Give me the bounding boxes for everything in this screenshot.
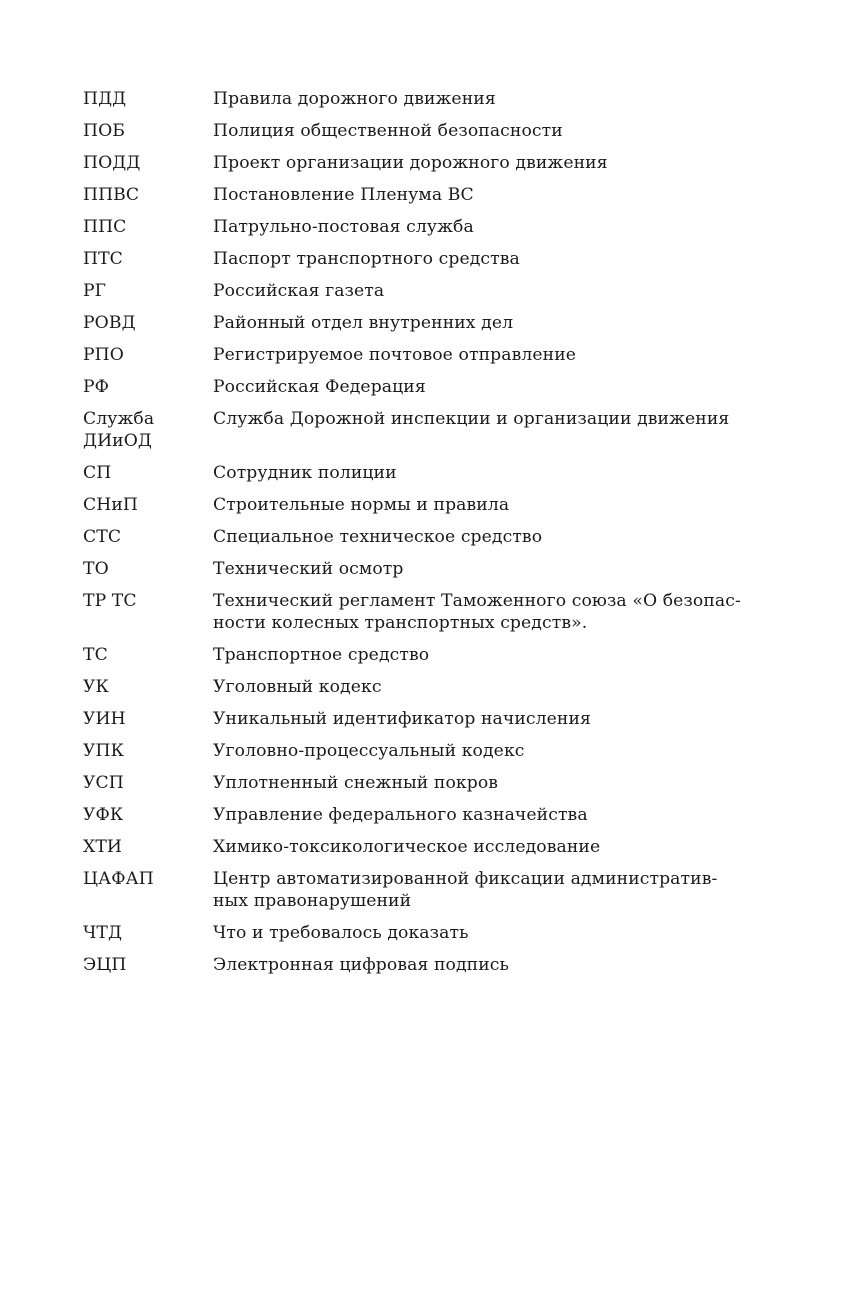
- abbreviation-term: [83, 954, 213, 976]
- abbreviation-row: [83, 408, 743, 452]
- abbreviation-definition-line: Служба Дорожной инспекции и организации движения: [213, 409, 730, 429]
- abbreviation-definition: [213, 954, 743, 976]
- abbreviation-term-line: ППВС: [83, 185, 140, 205]
- abbreviation-term: [83, 120, 213, 142]
- abbreviation-definition-line: Уплотненный снежный покров: [213, 773, 499, 793]
- abbreviation-term-line: УК: [83, 677, 109, 697]
- abbreviation-row: [83, 868, 743, 912]
- abbreviation-definition: [213, 804, 743, 826]
- abbreviation-term-line: СНиП: [83, 495, 138, 515]
- abbreviation-term: [83, 184, 213, 206]
- abbreviation-term: [83, 644, 213, 666]
- abbreviation-term-line: РОВД: [83, 313, 136, 333]
- abbreviation-term-line: ППС: [83, 217, 127, 237]
- abbreviation-term-line: РГ: [83, 281, 107, 301]
- abbreviation-row: [83, 804, 743, 826]
- abbreviation-definition-line: Управление федерального казначейства: [213, 805, 588, 825]
- abbreviation-row: [83, 152, 743, 174]
- abbreviation-row: [83, 836, 743, 858]
- abbreviation-definition-line: Технический регламент Таможенного союза «О безопас-: [213, 591, 741, 611]
- abbreviation-definition: [213, 248, 743, 270]
- abbreviation-definition: [213, 740, 743, 762]
- abbreviation-row: [83, 740, 743, 762]
- abbreviation-definition: [213, 494, 743, 516]
- abbreviation-term: [83, 408, 213, 452]
- abbreviation-term: [83, 708, 213, 730]
- abbreviation-definition: [213, 558, 743, 580]
- abbreviation-definition-line: Правила дорожного движения: [213, 89, 496, 109]
- abbreviation-definition-line: Строительные нормы и правила: [213, 495, 510, 515]
- abbreviation-row: [83, 676, 743, 698]
- abbreviation-term-line: ТР ТС: [83, 591, 137, 611]
- abbreviation-definition: [213, 644, 743, 666]
- abbreviation-definition-line: Проект организации дорожного движения: [213, 153, 608, 173]
- abbreviation-term: [83, 804, 213, 826]
- abbreviation-row: [83, 590, 743, 634]
- abbreviation-term: [83, 280, 213, 302]
- abbreviation-definition: [213, 184, 743, 206]
- abbreviation-term: [83, 312, 213, 334]
- abbreviation-row: [83, 120, 743, 142]
- abbreviation-row: [83, 772, 743, 794]
- abbreviation-row: [83, 558, 743, 580]
- abbreviation-term-line: УСП: [83, 773, 124, 793]
- abbreviation-definition-line: Специальное техническое средство: [213, 527, 543, 547]
- abbreviation-definition: [213, 152, 743, 174]
- abbreviation-definition-line: Уголовный кодекс: [213, 677, 382, 697]
- abbreviation-definition: [213, 88, 743, 110]
- abbreviation-definition-line: Патрульно-постовая служба: [213, 217, 474, 237]
- abbreviation-definition-line: Уголовно-процессуальный кодекс: [213, 741, 525, 761]
- abbreviation-term-line: ПОБ: [83, 121, 126, 141]
- abbreviation-definition-line: ных правонарушений: [213, 891, 412, 911]
- abbreviation-term-line: УПК: [83, 741, 125, 761]
- abbreviation-term: [83, 88, 213, 110]
- abbreviation-row: [83, 344, 743, 366]
- abbreviation-definition: [213, 868, 743, 912]
- abbreviation-term: [83, 344, 213, 366]
- abbreviation-definition-line: Районный отдел внутренних дел: [213, 313, 514, 333]
- abbreviation-term: [83, 676, 213, 698]
- abbreviation-term-line: ЦАФАП: [83, 869, 154, 889]
- abbreviation-term-line: ХТИ: [83, 837, 122, 857]
- abbreviation-definition-line: Что и требовалось доказать: [213, 923, 469, 943]
- abbreviation-definition: [213, 280, 743, 302]
- abbreviation-definition: [213, 526, 743, 548]
- abbreviation-term: [83, 376, 213, 398]
- abbreviation-row: [83, 184, 743, 206]
- abbreviation-term-line: УФК: [83, 805, 124, 825]
- abbreviation-term: [83, 526, 213, 548]
- abbreviation-term: [83, 590, 213, 612]
- abbreviation-row: [83, 644, 743, 666]
- abbreviation-definition: [213, 344, 743, 366]
- abbreviation-term: [83, 558, 213, 580]
- abbreviation-term-line: ДИиОД: [83, 431, 152, 451]
- abbreviation-term: [83, 152, 213, 174]
- abbreviation-term: [83, 922, 213, 944]
- abbreviation-term-line: РФ: [83, 377, 110, 397]
- abbreviation-row: [83, 248, 743, 270]
- abbreviation-definition-line: Паспорт транспортного средства: [213, 249, 520, 269]
- abbreviation-definition: [213, 922, 743, 944]
- abbreviation-term-line: ПОДД: [83, 153, 141, 173]
- abbreviation-term-line: ЭЦП: [83, 955, 127, 975]
- abbreviation-row: [83, 88, 743, 110]
- abbreviation-definition: [213, 836, 743, 858]
- abbreviation-definition: [213, 462, 743, 484]
- abbreviation-definition-line: Регистрируемое почтовое отправление: [213, 345, 577, 365]
- abbreviation-row: [83, 312, 743, 334]
- abbreviation-list: [83, 88, 743, 986]
- abbreviation-term-line: Служба: [83, 409, 155, 429]
- abbreviation-row: [83, 216, 743, 238]
- abbreviation-definition: [213, 708, 743, 730]
- abbreviation-term-line: ПДД: [83, 89, 127, 109]
- abbreviation-definition: [213, 590, 743, 634]
- abbreviation-definition-line: Электронная цифровая подпись: [213, 955, 509, 975]
- abbreviation-term: [83, 868, 213, 890]
- abbreviation-term-line: ЧТД: [83, 923, 123, 943]
- abbreviation-row: [83, 922, 743, 944]
- abbreviation-definition: [213, 408, 743, 430]
- abbreviation-term-line: РПО: [83, 345, 124, 365]
- abbreviation-term: [83, 494, 213, 516]
- abbreviation-term: [83, 772, 213, 794]
- abbreviation-definition-line: Сотрудник полиции: [213, 463, 397, 483]
- abbreviation-term-line: СТС: [83, 527, 122, 547]
- abbreviation-row: [83, 526, 743, 548]
- abbreviation-term: [83, 248, 213, 270]
- abbreviation-row: [83, 954, 743, 976]
- abbreviation-definition-line: Уникальный идентификатор начисления: [213, 709, 591, 729]
- abbreviation-term: [83, 740, 213, 762]
- abbreviation-term: [83, 216, 213, 238]
- abbreviation-definition: [213, 216, 743, 238]
- abbreviation-term-line: ТС: [83, 645, 108, 665]
- abbreviation-definition-line: Российская газета: [213, 281, 385, 301]
- abbreviation-row: [83, 708, 743, 730]
- abbreviation-definition-line: Полиция общественной безопасности: [213, 121, 563, 141]
- abbreviation-term-line: УИН: [83, 709, 126, 729]
- abbreviation-term-line: ТО: [83, 559, 109, 579]
- abbreviation-definition-line: Химико-токсикологическое исследование: [213, 837, 601, 857]
- abbreviation-definition-line: Российская Федерация: [213, 377, 426, 397]
- abbreviation-definition-line: Центр автоматизированной фиксации административ-: [213, 869, 718, 889]
- abbreviation-row: [83, 376, 743, 398]
- abbreviation-definition: [213, 772, 743, 794]
- abbreviation-definition-line: Транспортное средство: [213, 645, 430, 665]
- abbreviation-definition: [213, 676, 743, 698]
- abbreviation-definition: [213, 312, 743, 334]
- abbreviation-term-line: ПТС: [83, 249, 123, 269]
- abbreviation-row: [83, 462, 743, 484]
- abbreviation-definition-line: ности колесных транспортных средств».: [213, 613, 588, 633]
- abbreviation-term: [83, 462, 213, 484]
- abbreviation-definition-line: Постановление Пленума ВС: [213, 185, 474, 205]
- abbreviation-definition-line: Технический осмотр: [213, 559, 404, 579]
- abbreviation-row: [83, 494, 743, 516]
- abbreviation-term: [83, 836, 213, 858]
- abbreviation-definition: [213, 120, 743, 142]
- abbreviation-row: [83, 280, 743, 302]
- abbreviation-definition: [213, 376, 743, 398]
- abbreviation-term-line: СП: [83, 463, 112, 483]
